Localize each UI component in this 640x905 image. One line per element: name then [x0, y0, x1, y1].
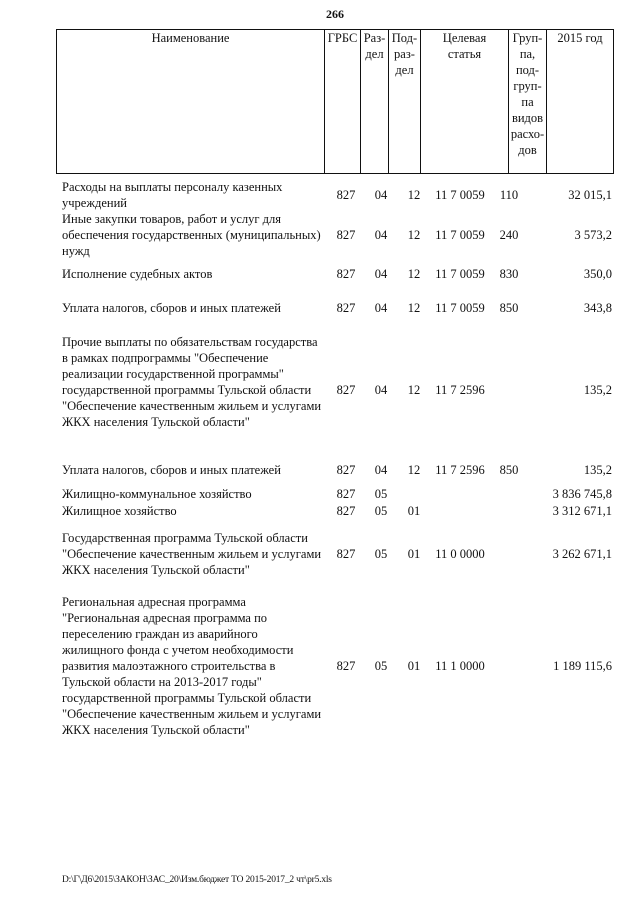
- row-razdel: 04: [374, 228, 388, 242]
- row-name: Уплата налогов, сборов и иных платежей: [62, 463, 281, 477]
- header-podrazdel: Под- раз- дел: [389, 30, 421, 174]
- row-group: 830: [499, 267, 519, 281]
- row-name: Государственная программа Тульской области "Обеспечение качественным жильем и услугами ЖКХ населения Тульской области": [62, 531, 322, 577]
- row-group: 240: [499, 228, 519, 242]
- row-podrazdel: 12: [407, 267, 421, 281]
- row-grbs: 827: [336, 267, 356, 281]
- row-grbs: 827: [336, 504, 356, 518]
- row-grbs: 827: [336, 228, 356, 242]
- row-amount: 3 262 671,1: [552, 547, 612, 561]
- row-amount: 350,0: [583, 267, 612, 281]
- header-razdel: Раз- дел: [361, 30, 389, 174]
- row-razdel: 04: [374, 188, 388, 202]
- row-target: 11 7 0059: [435, 301, 485, 315]
- row-razdel: 04: [374, 463, 388, 477]
- row-group: 110: [499, 188, 519, 202]
- row-grbs: 827: [336, 188, 356, 202]
- row-name: Жилищное хозяйство: [62, 504, 177, 518]
- row-name: Исполнение судебных актов: [62, 267, 213, 281]
- row-name: Региональная адресная программа "Региональная адресная программа по переселению граждан из аварийного жилищного фонда с учетом необходимости развития малоэтажного строительства в Тульской области на 2013-2017 годы" государственной программы Тульской области "Обеспечение качественным жильем и услугами ЖКХ населения Тульской области": [62, 595, 322, 737]
- row-razdel: 05: [374, 659, 388, 673]
- header-group: Груп- па, под- груп- па видов расхо- дов: [509, 30, 547, 174]
- row-podrazdel: 01: [407, 547, 421, 561]
- row-podrazdel: 01: [407, 504, 421, 518]
- row-name: Жилищно-коммунальное хозяйство: [62, 487, 252, 501]
- row-target: 11 7 0059: [435, 228, 485, 242]
- row-grbs: 827: [336, 383, 356, 397]
- row-podrazdel: 12: [407, 188, 421, 202]
- row-target: 11 7 0059: [435, 188, 485, 202]
- row-name: Иные закупки товаров, работ и услуг для обеспечения государственных (муниципальных) нужд: [62, 212, 321, 258]
- row-razdel: 05: [374, 487, 388, 501]
- row-target: 11 1 0000: [435, 659, 485, 673]
- header-year: 2015 год: [547, 30, 614, 174]
- row-razdel: 04: [374, 383, 388, 397]
- row-amount: 1 189 115,6: [553, 659, 612, 673]
- row-group: 850: [499, 301, 519, 315]
- row-razdel: 04: [374, 267, 388, 281]
- row-grbs: 827: [336, 487, 356, 501]
- row-target: 11 7 0059: [435, 267, 485, 281]
- row-target: 11 7 2596: [435, 383, 485, 397]
- file-path-footer: D:\Г\Д6\2015\ЗАКОН\ЗАС_20\Изм.бюджет ТО 2015-2017_2 чт\pr5.xls: [62, 875, 332, 885]
- row-grbs: 827: [336, 301, 356, 315]
- row-grbs: 827: [336, 463, 356, 477]
- row-name: Расходы на выплаты персоналу казенных учреждений: [62, 180, 283, 210]
- page-number: 266: [326, 7, 344, 21]
- row-amount: 343,8: [583, 301, 612, 315]
- row-group: 850: [499, 463, 519, 477]
- header-name: Наименование: [57, 30, 325, 174]
- row-target: 11 7 2596: [435, 463, 485, 477]
- header-target: Целевая статья: [421, 30, 509, 174]
- row-amount: 3 836 745,8: [552, 487, 612, 501]
- row-target: 11 0 0000: [435, 547, 485, 561]
- row-razdel: 05: [374, 504, 388, 518]
- row-amount: 32 015,1: [568, 188, 612, 202]
- row-amount: 3 312 671,1: [552, 504, 612, 518]
- row-amount: 135,2: [583, 383, 612, 397]
- row-podrazdel: 12: [407, 301, 421, 315]
- row-podrazdel: 12: [407, 228, 421, 242]
- row-podrazdel: 12: [407, 463, 421, 477]
- row-razdel: 05: [374, 547, 388, 561]
- table-header: [56, 29, 614, 174]
- row-grbs: 827: [336, 659, 356, 673]
- row-podrazdel: 12: [407, 383, 421, 397]
- row-name: Прочие выплаты по обязательствам государства в рамках подпрограммы "Обеспечение реализации государственной программы" государственной программы Тульской области "Обеспечение качественным жильем и услугами ЖКХ населения Тульской области": [62, 335, 322, 429]
- row-razdel: 04: [374, 301, 388, 315]
- header-grbs: ГРБС: [325, 30, 361, 174]
- row-name: Уплата налогов, сборов и иных платежей: [62, 301, 281, 315]
- row-amount: 3 573,2: [574, 228, 612, 242]
- row-grbs: 827: [336, 547, 356, 561]
- row-podrazdel: 01: [407, 659, 421, 673]
- row-amount: 135,2: [583, 463, 612, 477]
